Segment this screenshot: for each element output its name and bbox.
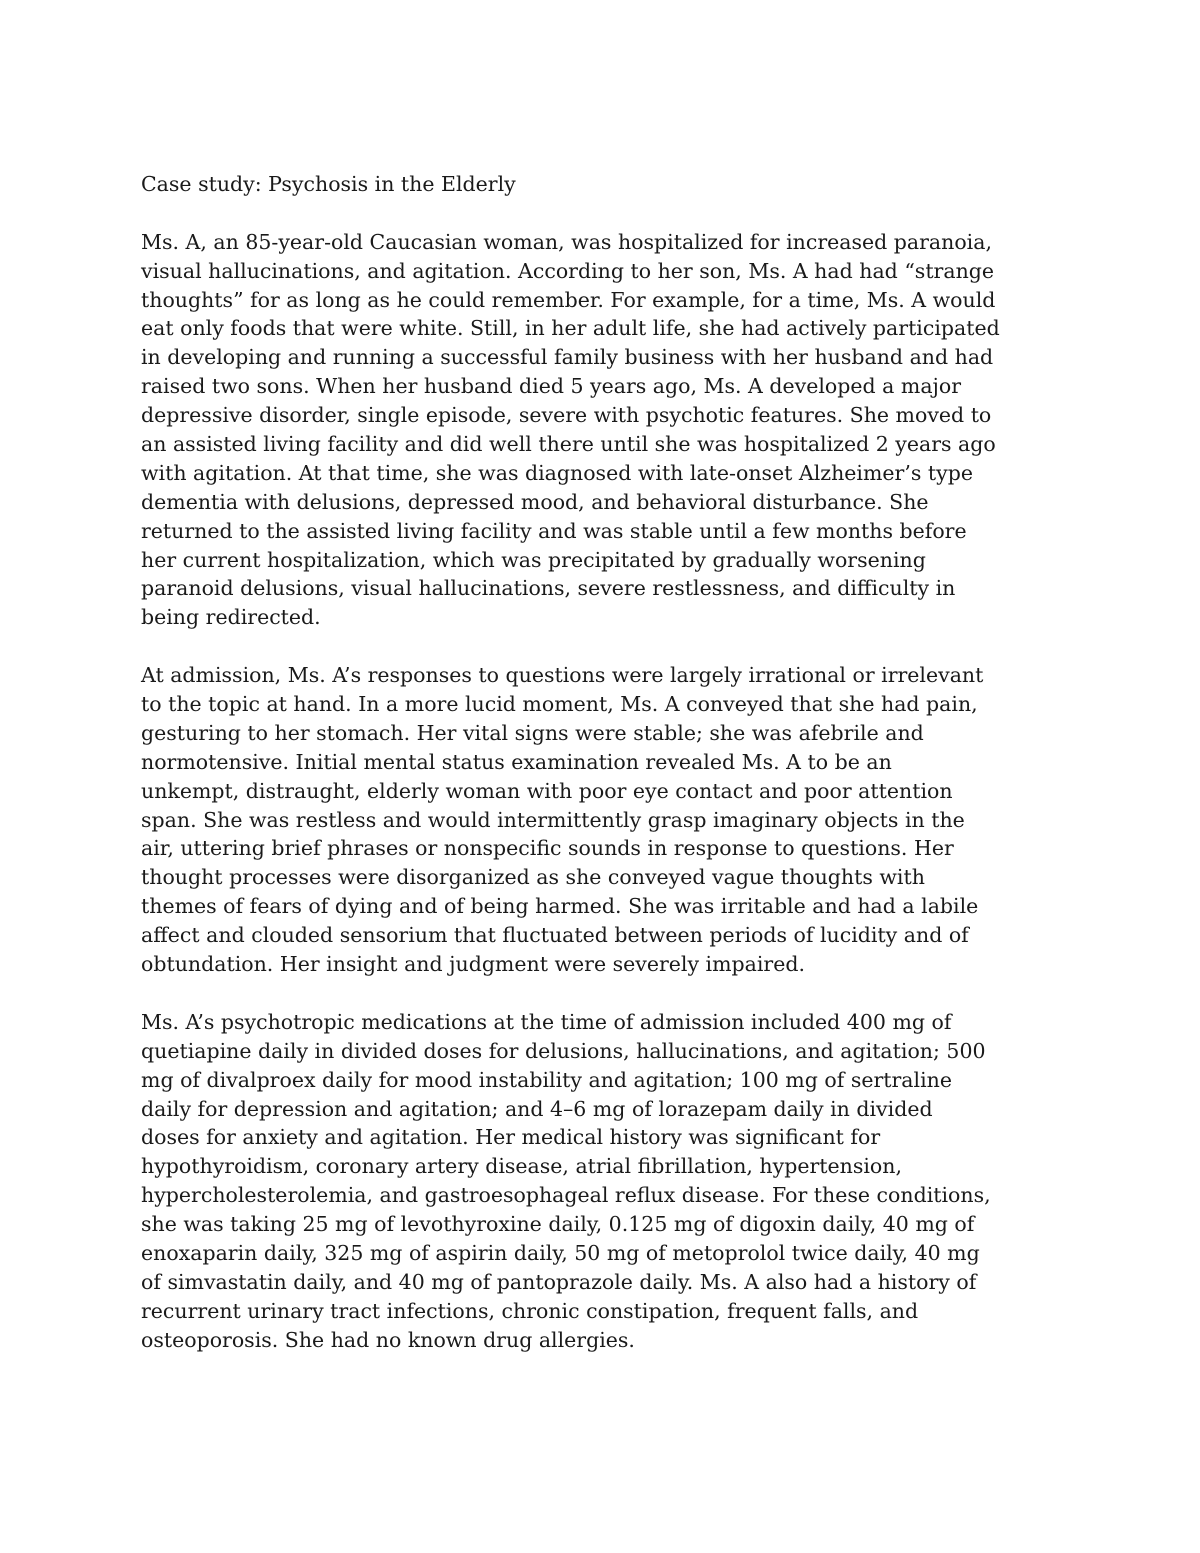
text-line: daily for depression and agitation; and 4–6 mg of lorazepam daily in divided (141, 1096, 933, 1121)
document-title: Case study: Psychosis in the Elderly (141, 172, 516, 196)
paragraph-history (141, 228, 1071, 632)
text-line: normotensive. Initial mental status examination revealed Ms. A to be an (141, 749, 892, 774)
text-line: eat only foods that were white. Still, in her adult life, she had actively participated (141, 316, 1000, 341)
text-line: hypercholesterolemia, and gastroesophageal reflux disease. For these conditions, (141, 1183, 991, 1208)
text-line: depressive disorder, single episode, severe with psychotic features. She moved to (141, 403, 992, 428)
text-line: themes of fears of dying and of being harmed. She was irritable and had a labile (141, 894, 979, 919)
document-body (141, 170, 1071, 1355)
text-line: obtundation. Her insight and judgment were severely impaired. (141, 952, 806, 977)
text-line: unkempt, distraught, elderly woman with poor eye contact and poor attention (141, 778, 953, 803)
text-line: returned to the assisted living facility and was stable until a few months before (141, 518, 967, 543)
text-line: osteoporosis. She had no known drug allergies. (141, 1327, 635, 1352)
text-line: dementia with delusions, depressed mood, and behavioral disturbance. She (141, 489, 929, 514)
paragraph-medications (141, 1008, 1071, 1355)
text-line: span. She was restless and would intermittently grasp imaginary objects in the (141, 807, 965, 832)
text-line: At admission, Ms. A’s responses to questions were largely irrational or irrelevant (141, 663, 984, 688)
text-line: visual hallucinations, and agitation. According to her son, Ms. A had had “strange (141, 258, 995, 283)
text-line: her current hospitalization, which was precipitated by gradually worsening (141, 547, 926, 572)
text-line: affect and clouded sensorium that fluctuated between periods of lucidity and of (141, 923, 969, 948)
text-line: hypothyroidism, coronary artery disease, atrial fibrillation, hypertension, (141, 1154, 902, 1179)
text-line: with agitation. At that time, she was diagnosed with late-onset Alzheimer’s type (141, 460, 973, 485)
text-line: being redirected. (141, 605, 321, 630)
text-line: an assisted living facility and did well there until she was hospitalized 2 years ago (141, 432, 996, 457)
text-line: in developing and running a successful family business with her husband and had (141, 345, 994, 370)
text-line: quetiapine daily in divided doses for delusions, hallucinations, and agitation; 500 (141, 1038, 986, 1063)
text-line: recurrent urinary tract infections, chronic constipation, frequent falls, and (141, 1298, 919, 1323)
text-line: doses for anxiety and agitation. Her medical history was significant for (141, 1125, 881, 1150)
text-line: thoughts” for as long as he could remember. For example, for a time, Ms. A would (141, 287, 996, 312)
text-line: of simvastatin daily, and 40 mg of pantoprazole daily. Ms. A also had a history of (141, 1269, 977, 1294)
text-line: enoxaparin daily, 325 mg of aspirin daily, 50 mg of metoprolol twice daily, 40 mg (141, 1240, 980, 1265)
text-line: air, uttering brief phrases or nonspecific sounds in response to questions. Her (141, 836, 954, 861)
text-line: she was taking 25 mg of levothyroxine daily, 0.125 mg of digoxin daily, 40 mg of (141, 1212, 975, 1237)
paragraph-admission (141, 661, 1071, 979)
text-line: thought processes were disorganized as she conveyed vague thoughts with (141, 865, 925, 890)
text-line: raised two sons. When her husband died 5 years ago, Ms. A developed a major (141, 374, 962, 399)
text-line: to the topic at hand. In a more lucid moment, Ms. A conveyed that she had pain, (141, 692, 978, 717)
text-line: paranoid delusions, visual hallucinations, severe restlessness, and difficulty in (141, 576, 956, 601)
text-line: Ms. A’s psychotropic medications at the time of admission included 400 mg of (141, 1009, 952, 1034)
text-line: gesturing to her stomach. Her vital signs were stable; she was afebrile and (141, 720, 924, 745)
text-line: mg of divalproex daily for mood instability and agitation; 100 mg of sertraline (141, 1067, 952, 1092)
text-line: Ms. A, an 85-year-old Caucasian woman, was hospitalized for increased paranoia, (141, 229, 992, 254)
